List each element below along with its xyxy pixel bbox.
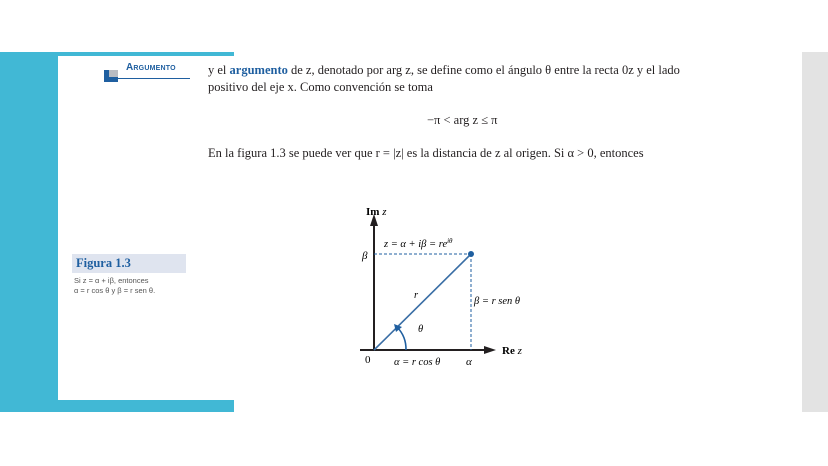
x-axis-arrow-icon <box>484 346 496 354</box>
figure-title: Figura 1.3 <box>72 254 186 273</box>
figure-caption-line1: Si z = α + iβ, entonces <box>74 276 149 285</box>
teal-bottom-bar <box>0 400 234 412</box>
gray-side-panel <box>802 52 828 412</box>
figure-caption-line2: α = r cos θ y β = r sen θ. <box>74 286 156 295</box>
figure-caption <box>72 254 186 296</box>
alpha-tick-label: α <box>466 356 472 368</box>
section-tag-rule <box>118 78 190 79</box>
complex-plane-diagram <box>350 200 550 370</box>
text: y el <box>208 63 230 77</box>
origin-label: 0 <box>365 354 371 366</box>
tag-icon-square <box>109 70 118 77</box>
section-tag-label: Argumento <box>126 62 176 73</box>
horizontal-component-label: α = r cos θ <box>394 357 441 368</box>
tag-icon-base <box>104 77 118 82</box>
y-axis-label: Im z <box>366 206 387 218</box>
angle-label: θ <box>418 324 424 335</box>
point-z <box>468 251 474 257</box>
text: de z, denotado por arg z, se define como el ángulo θ entre la recta 0z y el lado <box>287 63 680 77</box>
beta-tick-label: β <box>362 250 368 262</box>
radius-line <box>374 254 471 350</box>
keyword-argumento: argumento <box>229 63 288 77</box>
section-tag <box>104 62 188 84</box>
paragraph-line1 <box>208 62 680 79</box>
teal-left-band <box>0 52 58 412</box>
point-label: $z = \alpha + i\beta = re^{i\theta}$ <box>384 237 453 250</box>
x-axis-label: Re z <box>502 345 522 357</box>
paragraph-line2: positivo del eje x. Como convención se toma <box>208 80 433 94</box>
formula-arg-range: −π < arg z ≤ π <box>427 113 498 127</box>
vertical-component-label: β = r sen θ <box>474 296 521 307</box>
radius-label: r <box>414 290 419 301</box>
paragraph-argument <box>208 62 680 96</box>
paragraph-distance: En la figura 1.3 se puede ver que r = |z| es la distancia de z al origen. Si α > 0, entonces <box>208 146 644 160</box>
angle-arc <box>397 327 406 350</box>
